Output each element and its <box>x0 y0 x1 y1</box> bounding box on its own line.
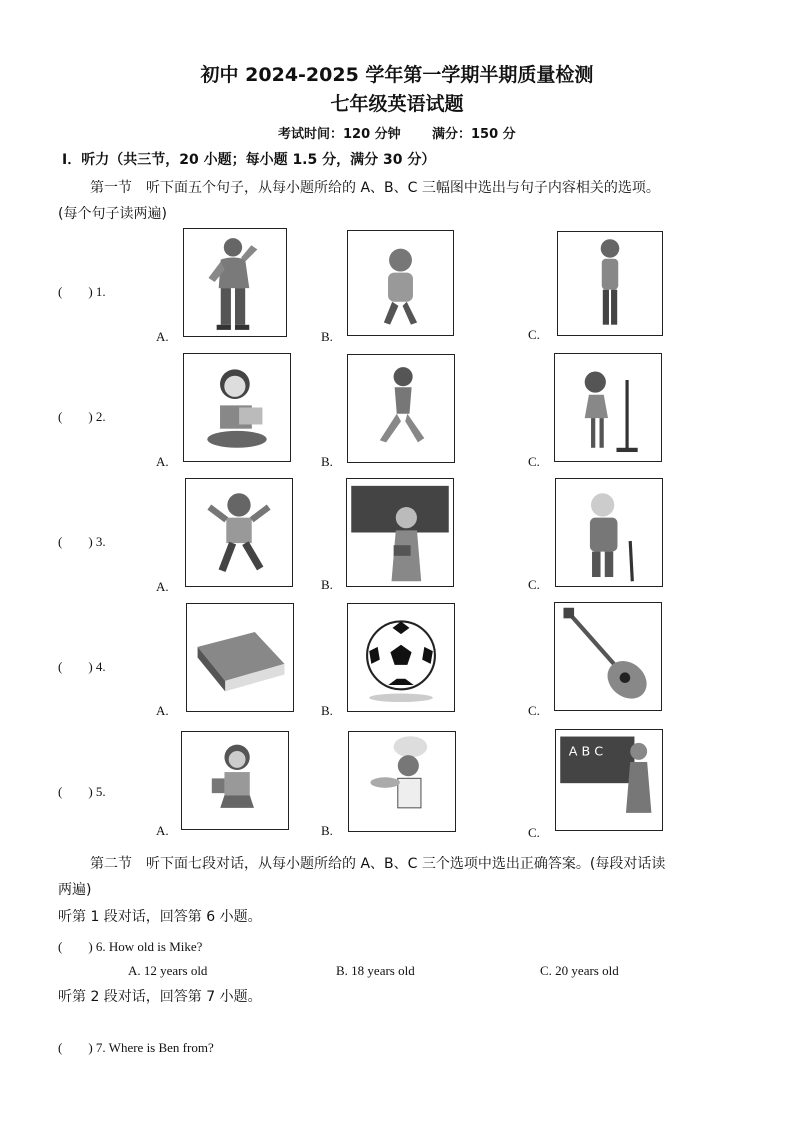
q5-label-a: A. <box>156 823 169 838</box>
q1-option-c-picture[interactable] <box>557 231 663 336</box>
dialog-2-intro: 听第 2 段对话，回答第 7 小题。 <box>58 989 262 1005</box>
q4-option-c-picture[interactable] <box>554 602 662 711</box>
part1-instruction-cont: (每个句子读两遍) <box>58 206 167 222</box>
q6-option-a[interactable]: A. 12 years old <box>128 963 208 978</box>
schoolboy-jumping-icon <box>186 479 292 586</box>
q2-label-a: A. <box>156 454 169 469</box>
guitar-icon <box>555 603 661 710</box>
q3-label-b: B. <box>321 577 333 592</box>
q3-option-b-picture[interactable] <box>346 478 454 587</box>
q3-label-c: C. <box>528 577 540 592</box>
slim-boy-icon <box>558 232 662 335</box>
q2-label-b: B. <box>321 454 333 469</box>
q3-option-a-picture[interactable] <box>185 478 293 587</box>
q1-option-a-picture[interactable] <box>183 228 287 337</box>
q6-option-c[interactable]: C. 20 years old <box>540 963 619 978</box>
cook-girl-icon <box>349 732 455 831</box>
q2-option-b-picture[interactable] <box>347 354 455 463</box>
q4-option-a-picture[interactable] <box>186 603 294 712</box>
q4-label-b: B. <box>321 703 333 718</box>
q1-label-b: B. <box>321 329 333 344</box>
q2-option-c-picture[interactable] <box>554 353 662 462</box>
student-girl-icon <box>182 732 288 829</box>
teacher-woman-icon <box>347 479 453 586</box>
part2-instruction-cont: 两遍) <box>58 882 92 898</box>
part2-instruction: 第二节 听下面七段对话，从每小题所给的 A、B、C 三个选项中选出正确答案。(每段对话读 <box>90 856 666 872</box>
question-5-number: ( ) 5. <box>58 784 106 799</box>
full-score: 满分：150 分 <box>432 127 516 142</box>
q3-option-c-picture[interactable] <box>555 478 663 587</box>
svg-text:A B C: A B C <box>568 743 604 759</box>
girl-singing-icon <box>555 354 661 461</box>
girl-running-icon <box>348 355 454 462</box>
dialog-1-intro: 听第 1 段对话，回答第 6 小题。 <box>58 909 262 925</box>
abc-teacher-icon <box>556 730 662 830</box>
q5-option-a-picture[interactable] <box>181 731 289 830</box>
q4-label-c: C. <box>528 703 540 718</box>
q5-option-c-picture[interactable] <box>555 729 663 831</box>
q4-label-a: A. <box>156 703 169 718</box>
q1-label-a: A. <box>156 329 169 344</box>
girl-reading-icon <box>184 354 290 461</box>
q5-label-c: C. <box>528 825 540 840</box>
q4-option-b-picture[interactable] <box>347 603 455 712</box>
part1-instruction: 第一节 听下面五个句子，从每小题所给的 A、B、C 三幅图中选出与句子内容相关的选项。 <box>90 180 660 196</box>
section-heading: I．听力（共三节，20 小题；每小题 1.5 分，满分 30 分） <box>62 152 436 168</box>
q5-label-b: B. <box>321 823 333 838</box>
q2-label-c: C. <box>528 454 540 469</box>
q3-label-a: A. <box>156 579 169 594</box>
q6-option-b[interactable]: B. 18 years old <box>336 963 415 978</box>
question-1-number: ( ) 1. <box>58 284 106 299</box>
muscular-man-icon <box>184 229 286 336</box>
question-7: ( ) 7. Where is Ben from? <box>58 1040 214 1055</box>
question-4-number: ( ) 4. <box>58 659 106 674</box>
q1-option-b-picture[interactable] <box>347 230 454 336</box>
q1-label-c: C. <box>528 327 540 342</box>
q2-option-a-picture[interactable] <box>183 353 291 462</box>
question-6: ( ) 6. How old is Mike? <box>58 939 203 954</box>
soccer-ball-icon <box>348 604 454 711</box>
exam-title: 初中 2024-2025 学年第一学期半期质量检测 <box>200 64 594 86</box>
question-2-number: ( ) 2. <box>58 409 106 424</box>
exam-time: 考试时间：120 分钟 <box>278 127 401 142</box>
boy-walking-icon <box>348 231 453 335</box>
book-icon <box>187 604 293 711</box>
old-man-icon <box>556 479 662 586</box>
question-3-number: ( ) 3. <box>58 534 106 549</box>
exam-subtitle: 七年级英语试题 <box>330 93 464 115</box>
q5-option-b-picture[interactable] <box>348 731 456 832</box>
